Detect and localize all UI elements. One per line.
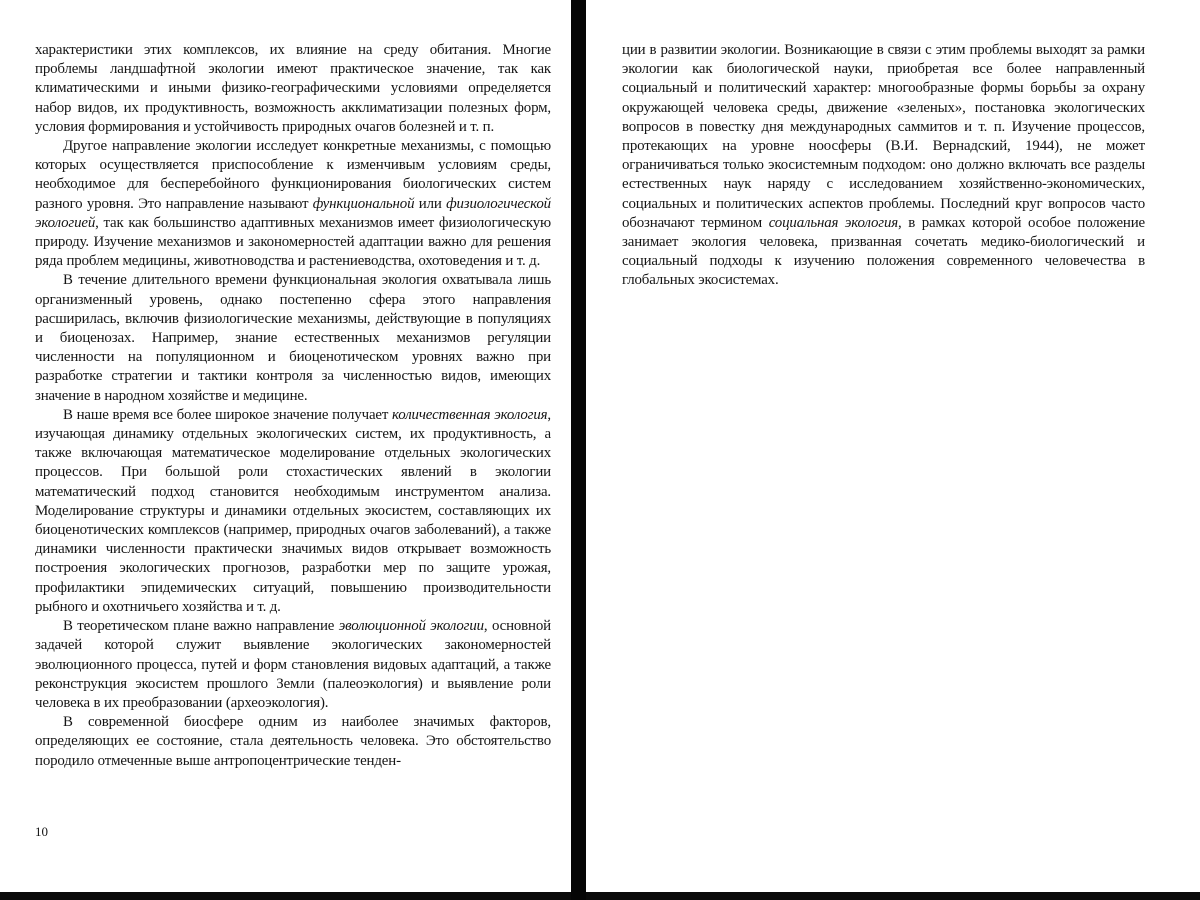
paragraph [35, 713, 551, 771]
paragraph-text: ции в развитии экологии. Возникающие в связи с этим проблемы выходят за рамки экологии как биологической науки, приобретая все более направленный социальный и политический характер: многообразные формы борьбы за охрану окружающей человека среды, движение «зеленых», постановка экологических вопросов в повестку дня международных саммитов и т. п. Изучение процессов, протекающих на уровне ноосферы (В.И. Вернадский, 1944), не может ограничиваться только экосистемным подходом: оно должно включать все разделы естественных наук наряду с исследованием хозяйственно-экономических, социальных и политических аспектов проблемы. Последний круг вопросов часто обозначают термином [622, 42, 1145, 231]
paragraph [622, 41, 1145, 291]
right-page-text [622, 41, 1145, 291]
paragraph-text: , основной задачей которой служит выявление экологических закономерностей эволюционного процесса, путей и форм становления видовых адаптаций, а также реконструкция экосистем прошлого Земли (палеоэкология) и выявление роли человека в их преобразовании (археоэкология). [35, 618, 551, 711]
paragraph [35, 617, 551, 713]
paragraph [35, 271, 551, 405]
paragraph [35, 137, 551, 271]
paragraph-text: В теоретическом плане важно направление [63, 618, 339, 635]
paragraph-text: или [414, 195, 447, 212]
paragraph [35, 406, 551, 617]
paragraph-text: В современной биосфере одним из наиболее значимых факторов, определяющих ее состояние, стала деятельность человека. Это обстоятельство породило отмеченные выше антропоцентрические тенден- [35, 714, 551, 769]
italic-term: количественная экология [392, 406, 548, 423]
italic-term: эволюционной экологии [338, 618, 484, 635]
left-page-text [35, 41, 551, 771]
paragraph-text: В наше время все более широкое значение получает [63, 406, 393, 423]
italic-term: социальная экология [768, 214, 899, 231]
paragraph-text: В течение длительного времени функциональная экология охватывала лишь организменный уровень, однако постепенно сфера этого направления расширилась, включив физиологические механизмы, действующие в популяциях и биоценозах. Например, знание естественных механизмов регуляции численности на популяционном и биоценотическом уровнях важно при разработке стратегии и тактики контроля за численностью видов, имеющих значение в народном хозяйстве и медицине. [35, 272, 551, 404]
paragraph-text: , изучающая динамику отдельных экологических систем, их продуктивность, а также включающая математическое моделирование отдельных экологических процессов. При большой роли стохастических явлений в экологии математический подход становится необходимым инструментом анализа. Моделирование структуры и динамики отдельных экосистем, составляющих их биоценотических комплексов (например, природных очагов заболеваний), а также динамики численности практически значимых видов открывает возможность построения экологических прогнозов, разработки мер по защите урожая, профилактики эпидемических ситуаций, повышению производительности рыбного и охотничьего хозяйства и т. д. [35, 406, 551, 615]
book-spine [571, 0, 586, 900]
italic-term: физиологической экологией [35, 195, 551, 231]
paragraph-text: , в рамках которой особое положение занимает экология человека, призванная сочетать медико-биологический и социальный подходы к изучению положения современного человечества в глобальных экосистемах. [622, 214, 1145, 289]
paragraph-text: Другое направление экологии исследует конкретные механизмы, с помощью которых осуществляется приспособление к изменчивым условиям среды, необходимое для бесперебойного функционирования биологических систем разного уровня. Это направление называют [35, 138, 551, 212]
paragraph-text: , так как большинство адаптивных механизмов имеет физиологическую природу. Изучение механизмов и закономерностей адаптации важно для решения ряда проблем медицины, животноводства и растениеводства, охотоведения и т. д. [35, 214, 551, 270]
paragraph [35, 41, 551, 137]
page-number: 10 [35, 824, 48, 839]
paragraph-text: характеристики этих комплексов, их влияние на среду обитания. Многие проблемы ландшафтной экологии имеют практическое значение, так как климатическими и иными физико-географическими условиями определяется набор видов, их продуктивность, возможность акклиматизации полезных форм, условия формирования и устойчивость природных очагов болезней и т. п. [35, 42, 551, 135]
right-page [586, 0, 1200, 892]
italic-term: функциональной [312, 195, 415, 212]
left-page [0, 0, 571, 892]
